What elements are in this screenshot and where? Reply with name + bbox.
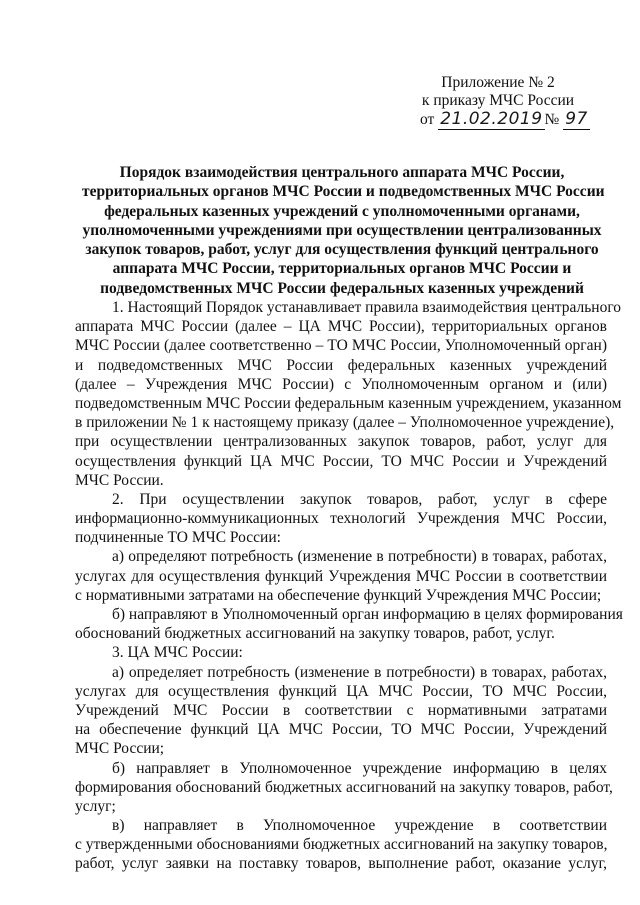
order-date-line [398,110,598,129]
appendix-order-ref: к приказу МЧС России [421,92,575,109]
body-line: услуг; [75,797,116,815]
body-line: б) направляют в Уполномоченный орган информацию в целях формирования [112,606,623,623]
body-line: в приложении № 1 к настоящему приказу (далее – Уполномоченное учреждение), [75,414,615,432]
document-title [82,163,605,298]
body-line: обоснований бюджетных ассигнований на закупку товаров, работ, услуг. [75,625,555,643]
title-line: территориальных органов МЧС России и подведомственных МЧС России [82,183,605,201]
body-line: б) направляет в Уполномоченное учреждение информацию в целях [112,759,607,777]
order-number-label: № [544,111,560,128]
body-line: в) направляет в Уполномоченное учреждение в соответствии [112,817,607,835]
body-line: 2. При осуществлении закупок товаров, работ, услуг в сфере [112,490,607,508]
title-line: Порядок взаимодействия центрального аппарата МЧС России, [119,164,565,181]
body-line: на обеспечение функций ЦА МЧС России, ТО МЧС России, Учреждений [75,721,607,739]
body-line: услугах для осуществления функций ЦА МЧС России, ТО МЧС России, [75,682,607,700]
title-line: закупок товаров, работ, услуг для осуществления функций центрального [85,241,599,259]
body-line: услугах для осуществления функций Учреждения МЧС России в соответствии [75,567,607,585]
body-line: осуществления функций ЦА МЧС России, ТО МЧС России и Учреждений [75,452,607,470]
title-line: подведомственных МЧС России федеральных казенных учреждений [100,279,584,297]
body-line: подведомственным МЧС России федеральным казенным учреждением, указанном [75,394,622,412]
body-line: с нормативными затратами на обеспечение функций Учреждения МЧС России; [75,586,602,604]
body-line: МЧС России. [75,471,164,489]
body-line: МЧС России; [75,740,165,758]
body-line: а) определяет потребность (изменение в потребности) в товарах, работах, [112,663,607,681]
body-line: с утвержденными обоснованиями бюджетных ассигнований на закупку товаров, [75,836,608,854]
body-line: (далее – Учреждения МЧС России) с Уполномоченным органом и (или) [75,375,607,393]
body-line: формирования обоснований бюджетных ассигнований на закупку товаров, работ, [75,778,613,796]
title-line: уполномоченными учреждениями при осуществлении централизованных [82,221,602,239]
document-body [75,298,623,874]
body-line: а) определяют потребность (изменение в потребности) в товарах, работах, [112,548,607,566]
body-line: работ, услуг заявки на поставку товаров, выполнение работ, оказание услуг, [75,855,607,873]
body-line: МЧС России (далее соответственно – ТО МЧС России, Уполномоченный орган) [75,337,607,355]
appendix-header [398,74,598,129]
body-line: информационно-коммуникационных технологий Учреждения МЧС России, [75,510,607,528]
order-prefix: от [420,111,435,128]
body-line: подчиненные ТО МЧС России: [75,529,281,547]
body-line: 3. ЦА МЧС России: [112,644,243,662]
title-line: федеральных казенных учреждений с уполномоченными органами, [104,202,580,220]
appendix-number: Приложение № 2 [441,74,555,91]
title-line: аппарата МЧС России, территориальных органов МЧС России и [112,260,572,278]
body-line: и подведомственных МЧС России федеральных казенных учреждений [75,356,607,374]
order-number-handwritten: 97 [565,109,588,129]
body-line: Учреждений МЧС России в соответствии с нормативными затратами [75,701,607,719]
order-date-handwritten: 21.02.2019 [440,109,543,129]
body-line: 1. Настоящий Порядок устанавливает правила взаимодействия центрального [112,299,622,316]
body-line: аппарата МЧС России (далее – ЦА МЧС России), территориальных органов [75,318,607,336]
body-line: при осуществлении централизованных закупок товаров, работ, услуг для [75,433,607,451]
